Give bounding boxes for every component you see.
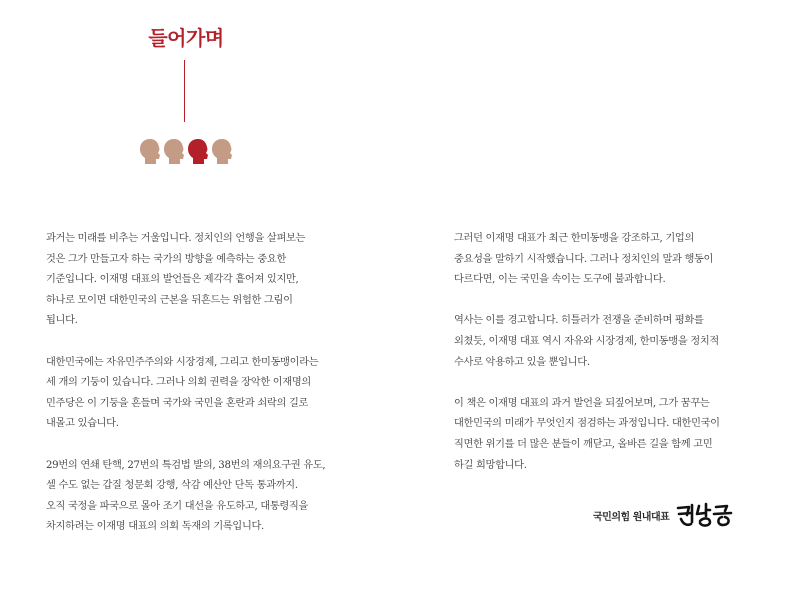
- body-paragraph: 과거는 미래를 비추는 거울입니다. 정치인의 언행을 살펴보는 것은 그가 만들고자 하는 국가의 방향을 예측하는 중요한 기준입니다. 이재명 대표의 발언들은 제각각 흩어져 있지만, 하나로 모이면 대한민국의 근본을 뒤흔드는 위험한 그림이 됩니다.: [46, 233, 306, 327]
- page-title: 들어가며: [148, 26, 224, 50]
- body-paragraph: 29번의 연쇄 탄핵, 27번의 특검법 발의, 38번의 재의요구권 유도, 셀 수도 없는 갑질 청문회 강행, 삭감 예산안 단독 통과까지. 오직 국정을 파국으로 몰아 조기 대선을 유도하고, 대통령직을 차지하려는 이재명 대표의 의회 독재의 기록입니다.: [46, 459, 326, 533]
- person-head-icon: [163, 138, 185, 164]
- person-head-icon: [211, 138, 233, 164]
- title-divider-line: [184, 60, 185, 122]
- body-paragraph: 그러던 이재명 대표가 최근 한미동맹을 강조하고, 기업의 중요성을 말하기 시작했습니다. 그러나 정치인의 말과 행동이 다르다면, 이는 국민을 속이는 도구에 불과합니다.: [454, 233, 714, 286]
- signature-block: [593, 500, 739, 530]
- heads-illustration: [139, 138, 235, 166]
- body-paragraph: 대한민국에는 자유민주주의와 시장경제, 그리고 한미동맹이라는 세 개의 기둥이 있습니다. 그러나 의회 권력을 장악한 이재명의 민주당은 이 기둥을 흔들며 국가와 국민을 혼란과 쇠락의 길로 내몰고 있습니다.: [46, 356, 319, 430]
- body-paragraph: 이 책은 이재명 대표의 과거 발언을 되짚어보며, 그가 꿈꾸는 대한민국의 미래가 무엇인지 점검하는 과정입니다. 대한민국이 직면한 위기를 더 많은 분들이 깨닫고, 올바른 길을 함께 고민 하길 희망합니다.: [454, 397, 720, 471]
- signature-label: 국민의힘 원내대표: [593, 511, 670, 523]
- person-head-icon: [139, 138, 161, 164]
- person-head-icon-highlight: [187, 138, 209, 164]
- right-column: [454, 229, 737, 497]
- body-paragraph: 역사는 이를 경고합니다. 히틀러가 전쟁을 준비하며 평화를 외쳤듯, 이재명 대표 역시 자유와 시장경제, 한미동맹을 정치적 수사로 악용하고 있을 뿐입니다.: [454, 315, 719, 368]
- left-column: [46, 229, 329, 559]
- handwritten-signature: [675, 500, 739, 530]
